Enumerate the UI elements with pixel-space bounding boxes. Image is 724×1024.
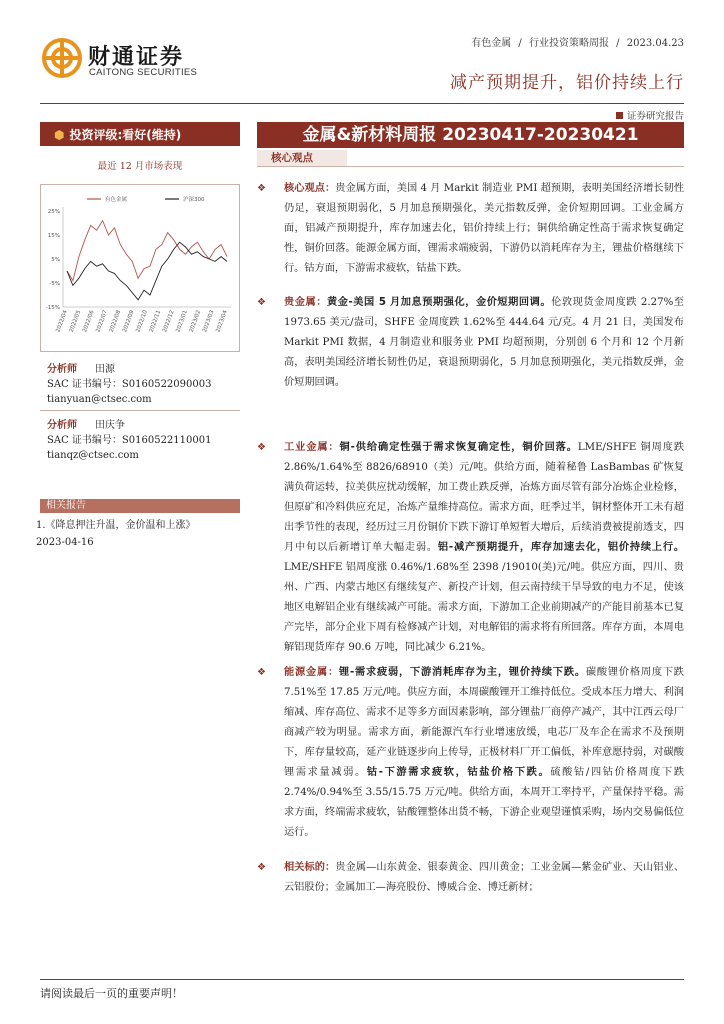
para-heading: 工业金属：: [284, 442, 340, 453]
legend-label: 沪深300: [183, 197, 205, 203]
core-divider: [257, 166, 684, 167]
report-category: 行业投资策略周报: [528, 38, 609, 49]
analyst-card-2: [47, 418, 240, 463]
legend-label: 有色金属: [105, 197, 128, 203]
analyst-name: 田源: [95, 364, 115, 375]
para-core-view: [257, 179, 684, 279]
series-line-nonferrous: [67, 221, 227, 281]
related-report-date: 2023-04-16: [36, 537, 94, 548]
investment-rating: ⬢ 投资评级:看好(维持): [40, 122, 240, 146]
para-heading: 核心观点：: [284, 183, 336, 194]
x-tick-label: 2022/12: [162, 309, 176, 334]
analyst-sac: SAC 证书编号：S0160522090003: [47, 379, 212, 390]
x-tick-label: 2022/08: [108, 309, 123, 334]
analyst-role: 分析师: [47, 420, 77, 431]
para-related-stocks: [257, 858, 684, 898]
x-tick-label: 2022/09: [122, 309, 136, 334]
para-text: 贵金属—山东黄金、银泰黄金、四川黄金；工业金属—紫金矿业、天山铝业、云铝股份；金属加工—海亮股份、博威合金、博迁新材；: [284, 862, 685, 893]
para-industrial-metals: [257, 438, 684, 658]
square-marker-icon: [616, 112, 623, 119]
para-text: LME/SHFE 铜周度跌 2.86%/1.64%至 8826/68910（美）元/吨。供给方面，随着秘鲁 LasBambas 矿恢复满负荷运转，拉美供应扰动缓解，加工费止跌反弹，冶炼方面尽管有部分冶炼企业检修，但原矿和冷料供应充足，冶炼产量维持高位。需求方面，旺季过半，铜材整体开工未有超出季节性的表现，经历过三月份铜价下跌下游订单短暂大增后，后续消费被提前透支，四月中旬以后新增订单大幅走弱。: [284, 442, 685, 553]
related-report-title[interactable]: 1.《降息押注升温，金价温和上涨》: [36, 520, 196, 531]
header-divider: [40, 103, 684, 104]
analyst-email[interactable]: tianqz@ctsec.com: [47, 450, 139, 461]
analyst-role: 分析师: [47, 364, 77, 375]
y-tick-label: 25%: [47, 209, 60, 215]
x-tick-label: 2023/01: [175, 309, 189, 334]
para-bold-2: 钴-下游需求疲软，钴盐价格下跌。: [366, 767, 551, 778]
x-tick-label: 2022/11: [148, 309, 163, 334]
para-bold-2: 铝-减产预期提升，库存加速去化，铝价持续上行。: [437, 542, 685, 553]
diamond-bullet-icon: ❖: [257, 297, 266, 308]
x-tick-label: 2022/10: [135, 309, 149, 334]
company-name-en: CAITONG SECURITIES: [89, 67, 198, 78]
report-headline: 减产预期提升，铝价持续上行: [450, 73, 684, 93]
x-tick-label: 2022/05: [68, 309, 83, 334]
analyst-sac: SAC 证书编号：S0160522110001: [47, 435, 212, 446]
diamond-bullet-icon: ❖: [257, 667, 266, 678]
report-date: 2023.04.23: [626, 38, 684, 49]
y-tick-label: 15%: [47, 233, 60, 239]
shield-icon: ⬢: [54, 128, 65, 142]
y-tick-label: -5%: [49, 281, 60, 287]
analyst-divider: [40, 410, 240, 411]
y-tick-label: 5%: [51, 257, 60, 263]
report-meta: 有色金属 / 行业投资策略周报 / 2023.04.23: [471, 38, 684, 49]
y-tick-label: -15%: [45, 305, 60, 311]
para-heading: 能源金属：: [284, 667, 339, 678]
related-reports-header: 相关报告: [40, 499, 240, 513]
para-heading: 相关标的：: [284, 862, 336, 873]
line-chart: [41, 185, 239, 351]
company-name-cn: 财通证券: [88, 45, 185, 70]
para-precious-metals: [257, 293, 684, 393]
report-title: 金属&新材料周报 20230417-20230421: [257, 122, 684, 148]
analyst-email[interactable]: tianyuan@ctsec.com: [47, 394, 152, 405]
x-tick-label: 2022/04: [55, 309, 69, 334]
diamond-bullet-icon: ❖: [257, 862, 266, 873]
analyst-name: 田庆争: [95, 420, 125, 431]
para-text: 伦敦现货金周度跌 2.27%至 1973.65 美元/盎司，SHFE 金周度跌 1.62%至 444.64 元/克。4 月 21 日，美国发布 Markit PMI 数据，4 月制造业和服务业 PMI 均超预期，分别创 6 个月和 12 个月新高，表明美国经济增长韧性仍足，衰退预期弱化，5 月加息预期强化，美元指数反弹，金价短期回调。: [284, 297, 684, 388]
report-type: 证券研究报告: [616, 108, 684, 122]
industry-label: 有色金属: [471, 38, 512, 49]
para-text-2: LME/SHFE 铝周度涨 0.46%/1.68%至 2398 /19010(美)元/吨。供应方面，四川、贵州、广西、内蒙古地区有继续复产、新投产计划，但云南持续干旱导致的电力不足，使该地区电解铝企业有继续减产可能。需求方面，下游加工企业前期减产的产能目前基本已复产完毕，部分企业下周有检修减产计划，对电解铝的需求将有所回落。库存方面，本周电解铝现货库存 90.6 万吨，同比减少 6.21%。: [284, 562, 684, 653]
market-performance-label: 最近 12 月市场表现: [97, 161, 183, 172]
para-text-2: 硫酸钴/四钴价格周度下跌 2.74%/0.94%至 3.55/15.75 万元/吨。供给方面，本周开工率持平，产量保持平稳。需求方面，终端需求疲软，钴酸锂整体出货不畅，下游企业观望谨慎采购，场内交易偏低位运行。: [284, 767, 685, 838]
core-views-tab: 核心观点: [257, 150, 347, 166]
x-tick-label: 2022/07: [95, 309, 109, 334]
para-bold: 铜-供给确定性强于需求恢复确定性，铜价回落。: [339, 442, 578, 453]
para-bold: 锂-需求疲弱，下游消耗库存为主，锂价持续下跌。: [338, 667, 586, 678]
x-tick-label: 2023/02: [188, 309, 203, 334]
market-performance-chart: [40, 184, 240, 352]
related-report-item[interactable]: [36, 517, 246, 551]
company-logo: [42, 38, 218, 82]
para-energy-metals: [257, 663, 684, 843]
caitong-logo-icon: [42, 38, 82, 78]
diamond-bullet-icon: ❖: [257, 442, 266, 453]
x-tick-label: 2023/03: [202, 309, 216, 334]
para-text: 碳酸锂价格周度下跌 7.51%至 17.85 万元/吨。供应方面，本周碳酸锂开工维持低位。受成本压力增大、利润缩减、库存高位、需求不足等多方面因素影响，部分锂盐厂商停产减产，其中江西云母厂商减产较为明显。需求方面，新能源汽车行业增速放缓，电芯厂及车企在需求不及预期下，库存量较高，延产业链逐步向上传导，正极材料厂开工偏低，补库意愿持弱，对碳酸锂需求量减弱。: [284, 667, 684, 778]
diamond-bullet-icon: ❖: [257, 183, 266, 194]
para-heading: 贵金属：: [284, 297, 327, 308]
analyst-card-1: [47, 362, 240, 407]
para-text: 贵金属方面，美国 4 月 Markit 制造业 PMI 超预期，表明美国经济增长韧性仍足，衰退预期弱化，5 月加息预期强化，美元指数反弹，金价短期回调。工业金属方面，铝减产预期提升，库存加速去化，铝价持续上行；铜供给确定性高于需求恢复确定性，铜价回落。能源金属方面，锂需求端疲弱，下游仍以消耗库存为主，锂盐价格继续下行。钴方面，下游需求疲软，钴盐下跌。: [284, 183, 685, 274]
x-tick-label: 2023/04: [215, 309, 229, 334]
para-bold: 黄金-美国 5 月加息预期强化，金价短期回调。: [326, 297, 552, 308]
x-tick-label: 2022/06: [82, 309, 96, 334]
footer-disclaimer: 请阅读最后一页的重要声明！: [40, 987, 183, 1000]
footer-divider: [40, 979, 684, 980]
